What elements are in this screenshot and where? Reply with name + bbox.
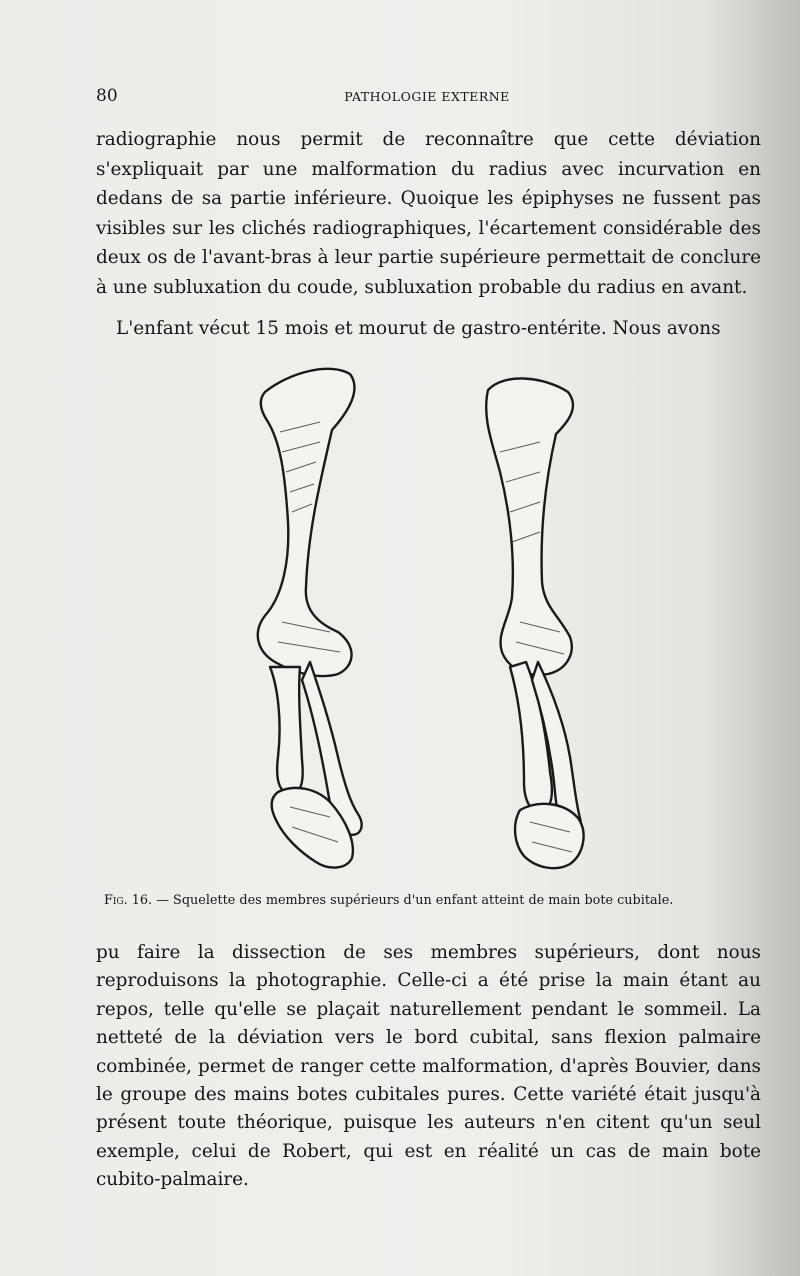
paragraph-2: L'enfant vécut 15 mois et mourut de gastro-entérite. Nous avons xyxy=(116,318,721,339)
running-head: PATHOLOGIE EXTERNE xyxy=(344,89,510,104)
left-humerus xyxy=(258,369,355,676)
paragraph-1: radiographie nous permit de reconnaître que cette déviation s'expliquait par une malformation du radius avec incurvation en dedans de sa partie inférieure. Quoique les épiphyses ne fussent pas visibles sur les clichés radiographiques, l'écartement considérable des deux os de l'avant-bras à leur partie supérieure permettait de conclure à une subluxation du coude, subluxation probable du radius en avant. xyxy=(96,129,761,298)
figure-caption-text: — Squelette des membres supérieurs d'un enfant atteint de main bote cubitale. xyxy=(152,893,674,908)
figure-label: Fig. 16. xyxy=(104,893,153,908)
page-number: 80 xyxy=(96,86,118,106)
paragraph-3: pu faire la dissection de ses membres supérieurs, dont nous reproduisons la photographie. Celle-ci a été prise la main étant au repos, telle qu'elle se plaçait naturellement pendant le sommeil. La netteté de la déviation vers le bord cubital, sans flexion palmaire combinée, permet de ranger cette malformation, d'après Bouvier, dans le groupe des mains botes cubitales pures. Cette variété était jusqu'à présent toute théorique, puisque les auteurs n'en citent qu'un seul exemple, celui de Robert, qui est en réalité un cas de main bote cubito-palmaire. xyxy=(96,942,761,1191)
figure-caption xyxy=(104,893,764,908)
page-header xyxy=(96,86,758,108)
right-humerus xyxy=(486,378,573,674)
right-hand xyxy=(515,804,583,868)
left-radius xyxy=(270,667,303,794)
skeleton-illustration xyxy=(220,362,620,887)
